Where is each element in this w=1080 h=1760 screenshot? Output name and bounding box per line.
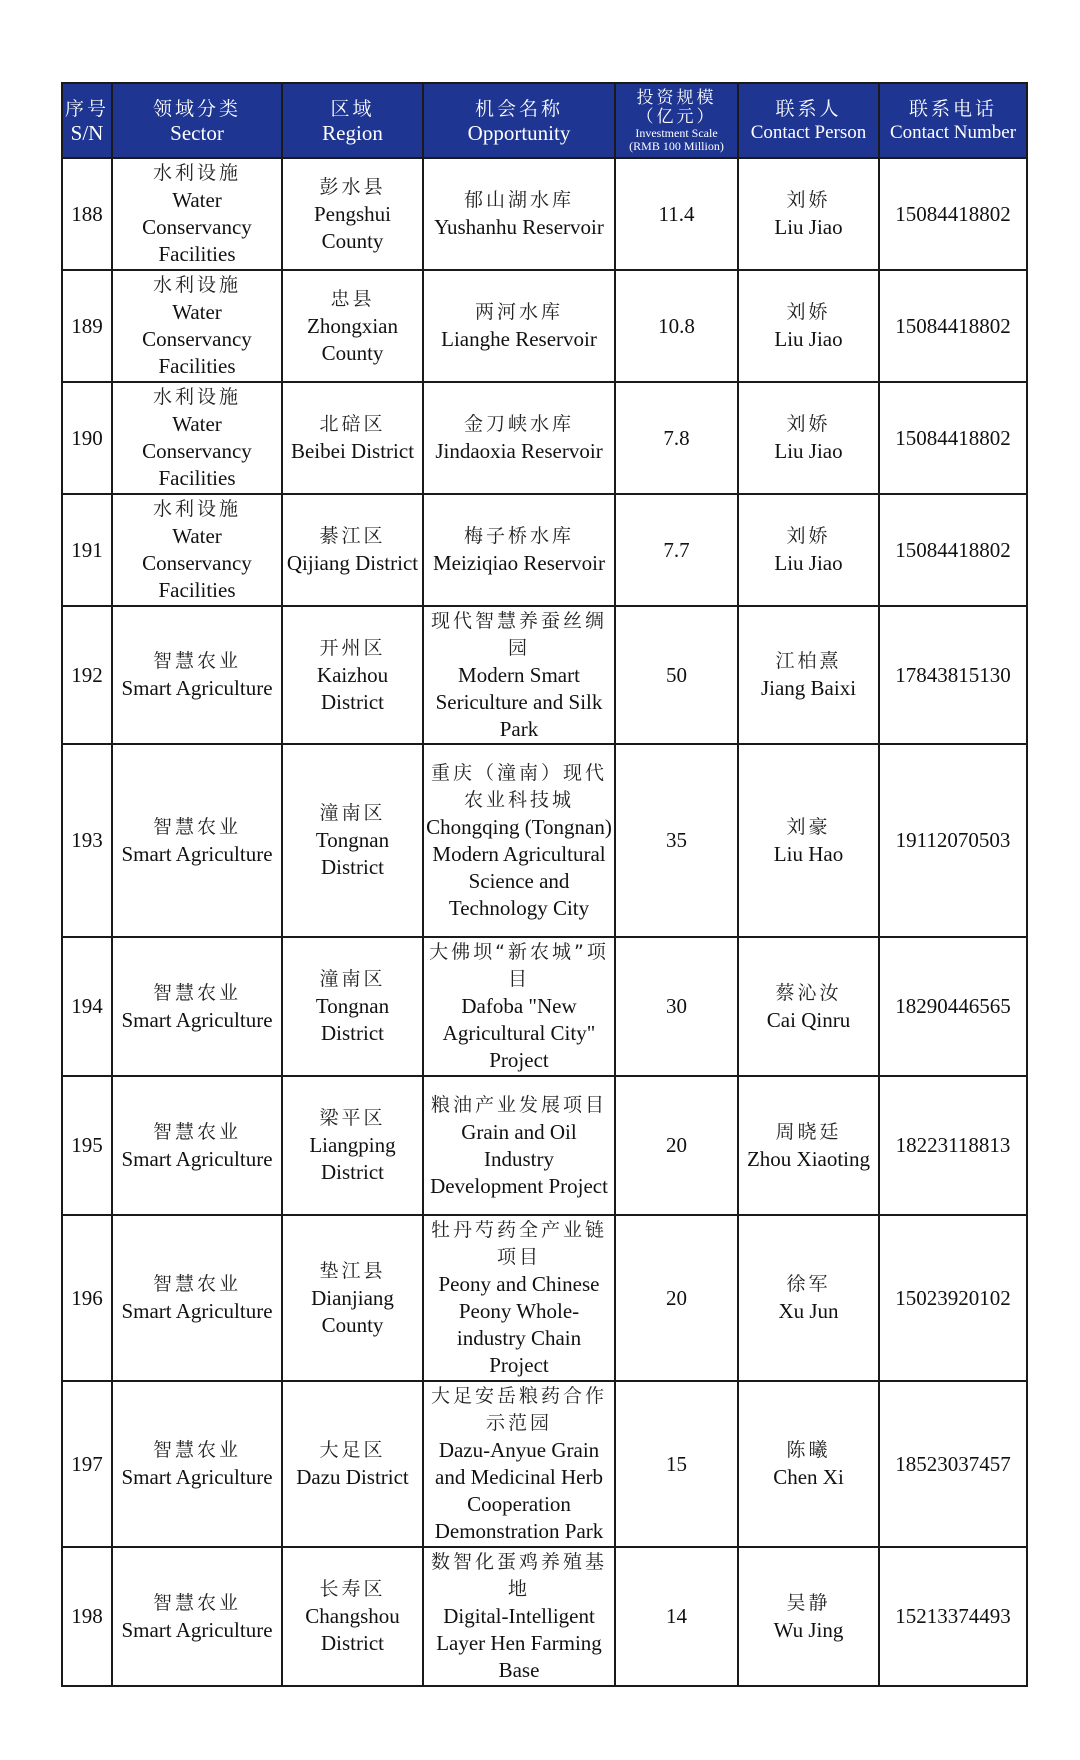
cell-sector (112, 606, 282, 744)
cell-sn: 193 (62, 744, 112, 937)
cell-sn: 197 (62, 1381, 112, 1547)
person-en: Liu Jiao (774, 439, 843, 463)
sector-en: Water Conservancy Facilities (142, 524, 252, 602)
cell-opportunity (423, 270, 615, 382)
cell-investment: 14 (615, 1547, 738, 1686)
person-en: Chen Xi (773, 1465, 844, 1489)
header-opportunity (423, 83, 615, 158)
header-opportunity-zh: 机会名称 (474, 97, 563, 120)
table-row (62, 382, 1027, 494)
cell-contact-person (738, 744, 879, 937)
cell-sn: 189 (62, 270, 112, 382)
region-en: Pengshui County (313, 201, 391, 253)
region-zh: 梁平区 (319, 1107, 386, 1129)
table-header (62, 83, 1027, 158)
cell-sn: 191 (62, 494, 112, 606)
person-en: Liu Jiao (774, 551, 843, 575)
person-en: Wu Jing (773, 1617, 844, 1642)
person-zh: 刘豪 (786, 815, 831, 838)
cell-region (282, 382, 423, 494)
opportunity-en: Modern Smart Sericulture and Silk Park (435, 662, 603, 741)
opportunity-en: Digital-Intelligent Layer Hen Farming Base (436, 1604, 602, 1682)
cell-contact-person (738, 1076, 879, 1215)
cell-contact-person (738, 1547, 879, 1686)
document-page (61, 82, 1026, 1687)
cell-opportunity (423, 1547, 615, 1686)
header-investment-unit-en: (RMB 100 Million) (629, 138, 724, 153)
opportunity-en: Jindaoxia Reservoir (435, 439, 603, 463)
cell-contact-person (738, 606, 879, 744)
sector-zh: 智慧农业 (152, 1120, 241, 1143)
header-investment-unit-zh: （亿元） (636, 106, 717, 127)
cell-contact-number: 15084418802 (879, 270, 1027, 382)
cell-investment: 11.4 (615, 158, 738, 270)
cell-region (282, 744, 423, 937)
opportunity-zh: 数智化蛋鸡养殖基地 (430, 1551, 607, 1600)
opportunity-zh: 牡丹芍药全产业链项目 (430, 1219, 607, 1268)
sector-en: Water Conservancy Facilities (142, 188, 252, 266)
header-contact-number (879, 83, 1027, 158)
cell-sn: 192 (62, 606, 112, 744)
table-row (62, 937, 1027, 1076)
opportunity-zh: 大佛坝“新农城”项目 (429, 941, 609, 990)
header-investment-zh: 投资规模 (636, 87, 717, 108)
cell-opportunity (423, 1215, 615, 1381)
cell-sector (112, 270, 282, 382)
region-en: Liangping District (309, 1133, 396, 1184)
sector-en: Smart Agriculture (121, 1007, 273, 1032)
cell-contact-number: 15084418802 (879, 494, 1027, 606)
region-zh: 忠县 (330, 287, 375, 310)
region-zh: 潼南区 (319, 968, 386, 990)
header-sector (112, 83, 282, 158)
cell-contact-number: 15084418802 (879, 382, 1027, 494)
table-row (62, 158, 1027, 270)
header-investment-en: Investment Scale (635, 125, 718, 140)
cell-contact-person (738, 937, 879, 1076)
cell-region (282, 1547, 423, 1686)
person-zh: 刘娇 (786, 189, 831, 211)
header-contact-person-zh: 联系人 (775, 97, 842, 120)
sector-zh: 水利设施 (152, 162, 241, 184)
cell-opportunity (423, 158, 615, 270)
cell-opportunity (423, 1076, 615, 1215)
table-row (62, 1215, 1027, 1381)
cell-sn: 196 (62, 1215, 112, 1381)
region-zh: 垫江县 (319, 1259, 386, 1282)
cell-contact-number: 19112070503 (879, 744, 1027, 937)
cell-contact-number: 15023920102 (879, 1215, 1027, 1381)
cell-region (282, 1076, 423, 1215)
table-body (62, 158, 1027, 1686)
header-row (62, 83, 1027, 158)
sector-zh: 智慧农业 (152, 815, 241, 838)
table-row (62, 494, 1027, 606)
region-en: Tongnan District (315, 994, 390, 1045)
region-en: Dianjiang County (311, 1285, 394, 1337)
cell-investment: 30 (615, 937, 738, 1076)
cell-opportunity (423, 494, 615, 606)
opportunity-en: Grain and Oil Industry Development Project (430, 1119, 608, 1198)
cell-region (282, 270, 423, 382)
region-en: Qijiang District (286, 551, 419, 575)
person-zh: 刘娇 (786, 413, 831, 435)
sector-zh: 水利设施 (152, 386, 241, 408)
cell-region (282, 937, 423, 1076)
region-zh: 北碚区 (319, 413, 386, 435)
header-contact-number-en: Contact Number (889, 121, 1017, 143)
header-contact-person (738, 83, 879, 158)
sector-zh: 水利设施 (152, 498, 241, 520)
person-zh: 周晓廷 (775, 1120, 842, 1143)
header-contact-person-en: Contact Person (750, 121, 867, 143)
person-en: Jiang Baixi (760, 676, 857, 700)
cell-contact-number: 15084418802 (879, 158, 1027, 270)
cell-sector (112, 1547, 282, 1686)
region-zh: 潼南区 (319, 802, 386, 824)
region-zh: 长寿区 (319, 1578, 386, 1600)
table-row (62, 606, 1027, 744)
header-sn-en: S/N (70, 120, 104, 145)
cell-region (282, 1215, 423, 1381)
person-zh: 蔡沁汝 (775, 981, 842, 1004)
cell-opportunity (423, 606, 615, 744)
header-investment (615, 83, 738, 158)
sector-zh: 智慧农业 (152, 981, 241, 1004)
cell-sn: 194 (62, 937, 112, 1076)
person-zh: 徐军 (786, 1273, 831, 1295)
region-en: Kaizhou District (316, 662, 389, 714)
cell-sector (112, 937, 282, 1076)
header-sn (62, 83, 112, 158)
region-en: Beibei District (290, 439, 415, 463)
opportunity-zh: 金刀峡水库 (463, 413, 574, 435)
person-en: Liu Hao (773, 841, 844, 866)
header-region-zh: 区域 (330, 97, 375, 120)
person-en: Liu Jiao (774, 215, 843, 239)
opportunity-zh: 梅子桥水库 (463, 525, 574, 547)
header-region (282, 83, 423, 158)
cell-opportunity (423, 937, 615, 1076)
cell-contact-person (738, 1215, 879, 1381)
sector-en: Smart Agriculture (121, 1299, 273, 1323)
cell-investment: 7.7 (615, 494, 738, 606)
sector-en: Smart Agriculture (121, 841, 273, 866)
cell-sn: 188 (62, 158, 112, 270)
person-zh: 刘娇 (786, 301, 831, 323)
cell-sector (112, 494, 282, 606)
header-region-en: Region (322, 120, 383, 145)
region-zh: 綦江区 (319, 525, 386, 547)
header-contact-number-zh: 联系电话 (908, 97, 997, 120)
person-en: Liu Jiao (774, 327, 843, 351)
cell-contact-person (738, 158, 879, 270)
opportunity-zh: 郁山湖水库 (463, 189, 574, 211)
cell-sector (112, 382, 282, 494)
sector-en: Water Conservancy Facilities (142, 412, 252, 490)
sector-en: Water Conservancy Facilities (142, 300, 252, 378)
cell-investment: 20 (615, 1215, 738, 1381)
region-en: Dazu District (296, 1465, 409, 1489)
cell-sector (112, 1215, 282, 1381)
region-zh: 大足区 (319, 1439, 386, 1461)
cell-contact-number: 17843815130 (879, 606, 1027, 744)
region-en: Tongnan District (315, 828, 390, 879)
cell-contact-number: 18223118813 (879, 1076, 1027, 1215)
region-en: Changshou District (305, 1604, 400, 1655)
table-row (62, 270, 1027, 382)
opportunity-en: Meiziqiao Reservoir (432, 551, 606, 575)
cell-opportunity (423, 744, 615, 937)
person-zh: 刘娇 (786, 525, 831, 547)
opportunity-en: Yushanhu Reservoir (434, 215, 604, 239)
cell-region (282, 494, 423, 606)
sector-zh: 智慧农业 (152, 1273, 241, 1295)
cell-investment: 20 (615, 1076, 738, 1215)
opportunity-en: Peony and Chinese Peony Whole-industry Chain Project (438, 1272, 600, 1377)
cell-contact-number: 15213374493 (879, 1547, 1027, 1686)
person-zh: 陈曦 (786, 1439, 831, 1461)
opportunity-en: Lianghe Reservoir (441, 327, 597, 351)
person-en: Cai Qinru (766, 1007, 851, 1032)
cell-investment: 7.8 (615, 382, 738, 494)
cell-sn: 195 (62, 1076, 112, 1215)
opportunity-zh: 现代智慧养蚕丝绸园 (430, 609, 607, 659)
person-zh: 江柏熹 (775, 650, 842, 672)
region-en: Zhongxian County (307, 313, 398, 365)
cell-investment: 35 (615, 744, 738, 937)
cell-opportunity (423, 1381, 615, 1547)
cell-region (282, 1381, 423, 1547)
table-row (62, 1381, 1027, 1547)
cell-region (282, 158, 423, 270)
region-zh: 彭水县 (319, 175, 386, 198)
cell-sector (112, 1076, 282, 1215)
sector-zh: 智慧农业 (152, 1591, 241, 1614)
cell-opportunity (423, 382, 615, 494)
cell-sn: 190 (62, 382, 112, 494)
sector-zh: 水利设施 (152, 274, 241, 296)
cell-sector (112, 158, 282, 270)
sector-zh: 智慧农业 (152, 650, 241, 672)
opportunity-zh: 粮油产业发展项目 (430, 1093, 607, 1116)
opportunity-en: Chongqing (Tongnan) Modern Agricultural Science and Technology City (426, 814, 612, 920)
cell-contact-person (738, 494, 879, 606)
table-row (62, 1076, 1027, 1215)
header-sn-zh: 序号 (65, 97, 110, 120)
sector-en: Smart Agriculture (121, 676, 273, 700)
sector-en: Smart Agriculture (121, 1146, 273, 1171)
sector-en: Smart Agriculture (121, 1465, 273, 1489)
investment-opportunities-table (61, 82, 1028, 1687)
opportunity-en: Dazu-Anyue Grain and Medicinal Herb Cooperation Demonstration Park (434, 1438, 604, 1543)
cell-contact-number: 18290446565 (879, 937, 1027, 1076)
sector-en: Smart Agriculture (121, 1617, 273, 1642)
region-zh: 开州区 (319, 636, 386, 659)
person-en: Zhou Xiaoting (746, 1146, 871, 1171)
cell-contact-person (738, 270, 879, 382)
opportunity-zh: 两河水库 (474, 301, 563, 323)
header-sector-zh: 领域分类 (152, 97, 241, 120)
header-sector-en: Sector (170, 120, 224, 145)
opportunity-zh: 重庆（潼南）现代农业科技城 (430, 761, 607, 811)
cell-investment: 50 (615, 606, 738, 744)
table-row (62, 744, 1027, 937)
cell-region (282, 606, 423, 744)
person-en: Xu Jun (778, 1299, 839, 1323)
cell-investment: 15 (615, 1381, 738, 1547)
header-opportunity-en: Opportunity (467, 120, 571, 145)
sector-zh: 智慧农业 (152, 1439, 241, 1461)
cell-sector (112, 1381, 282, 1547)
cell-contact-person (738, 1381, 879, 1547)
table-row (62, 1547, 1027, 1686)
cell-sector (112, 744, 282, 937)
opportunity-en: Dafoba "New Agricultural City" Project (442, 994, 596, 1072)
person-zh: 吴静 (786, 1591, 831, 1614)
cell-sn: 198 (62, 1547, 112, 1686)
opportunity-zh: 大足安岳粮药合作示范园 (430, 1385, 607, 1434)
cell-contact-number: 18523037457 (879, 1381, 1027, 1547)
cell-contact-person (738, 382, 879, 494)
cell-investment: 10.8 (615, 270, 738, 382)
